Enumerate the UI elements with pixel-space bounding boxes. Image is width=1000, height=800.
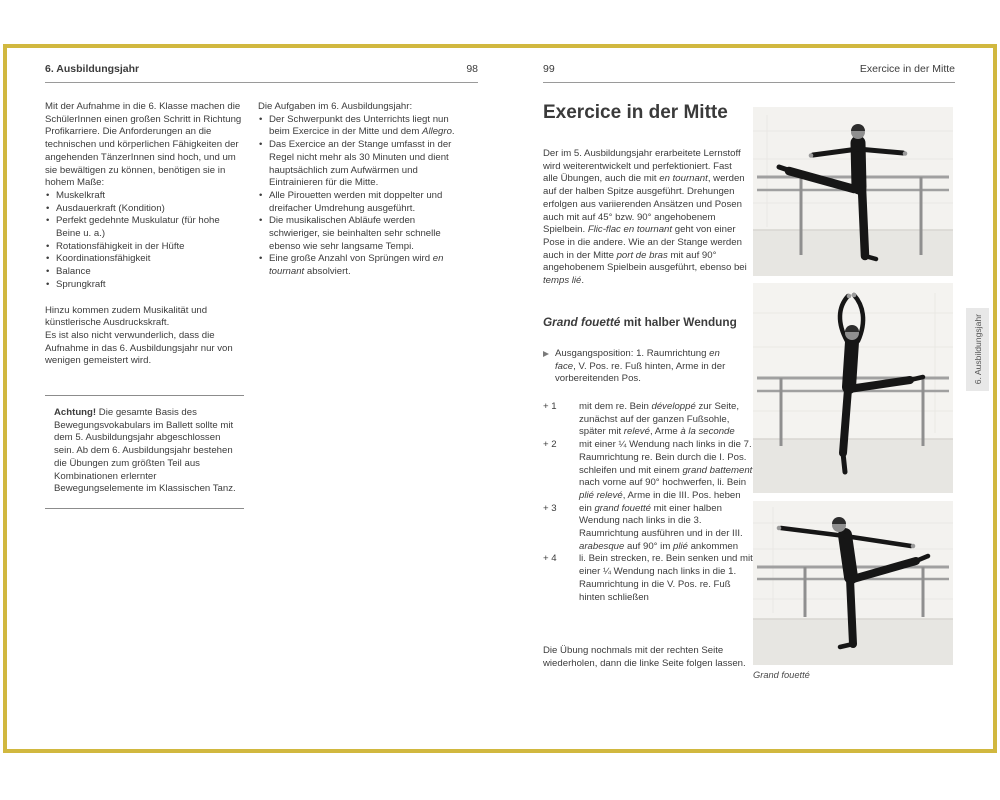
list-item: • Balance xyxy=(45,266,244,279)
photo-grand-fouette-1 xyxy=(753,107,953,276)
page98-column-1 xyxy=(45,101,244,509)
tasks-lead: Die Aufgaben im 6. Ausbildungsjahr: xyxy=(258,101,413,112)
section-running-title: Exercice in der Mitte xyxy=(859,63,955,75)
list-item: • Rotationsfähigkeit in der Hüfte xyxy=(45,241,244,254)
running-head-left xyxy=(45,63,478,83)
chapter-title: 6. Ausbildungsjahr xyxy=(45,63,140,75)
list-item: • Sprungkraft xyxy=(45,279,244,292)
step-text: ein grand fouetté mit einer halben Wendung nach links in die 3. Raumrichtung ausführen und in der III. arabesque auf 90° im plié ankommen xyxy=(579,502,743,552)
list-item: • Das Exercice an der Stange umfasst in der Regel nicht mehr als 30 Minuten und dient hauptsächlich zum Aufwärmen und Eintrainieren für die Mitte. xyxy=(258,139,464,190)
page-number-98: 98 xyxy=(466,63,478,75)
paragraph-musikalitaet: Hinzu kommen zudem Musikalität und künstlerische Ausdruckskraft. xyxy=(45,304,208,329)
step-number: + 1 xyxy=(543,401,557,412)
exercice-intro: Der im 5. Ausbildungsjahr erarbeitete Lernstoff wird weiterentwickelt und perfektioniert. Fast alle Übungen, auch die mit en tournant, werden auf der halben Spitze ausgeführt. Drehungen erfolgen aus variierenden Ansätzen und Posen auch mit auf 45° bzw. 90° angehobenem Spielbein. Flic-flac en tournant geht von einer Pose in die andere. Wie an der Stange werden auch in der Mitte port de bras mit auf 90° angehobenem Spielbein ausgeführt, ebenso bei temps lié. xyxy=(543,148,747,287)
step-number: + 3 xyxy=(543,502,557,514)
running-head-right xyxy=(543,63,955,83)
list-item: • Ausdauerkraft (Kondition) xyxy=(45,203,244,216)
list-item: • Muskelkraft xyxy=(45,190,244,203)
list-item: • Alle Pirouetten werden mit doppelter und dreifacher Umdrehung ausgeführt. xyxy=(258,190,464,215)
tasks-list xyxy=(258,114,464,279)
step-number: + 4 xyxy=(543,553,557,565)
attention-label: Achtung! xyxy=(54,407,97,419)
chapter-tab xyxy=(966,308,989,391)
photo-grand-fouette-3 xyxy=(753,501,953,665)
step-row xyxy=(543,503,755,554)
chapter-tab-label: 6. Ausbildungsjahr xyxy=(972,314,983,385)
arrow-bullet-icon xyxy=(543,351,549,357)
step-text: mit einer ¼ Wendung nach links in die 7. Raumrichtung re. Bein durch die I. Pos. schleifen und mit einem grand battement nach vorne auf 90° hochwerfen, li. Bein plié relevé, Arme in die III. Pos. heben xyxy=(579,439,753,501)
step-row xyxy=(543,439,755,503)
step-row xyxy=(543,553,755,604)
attention-box xyxy=(45,395,244,509)
list-item: • Die musikalischen Abläufe werden schwieriger, sie beinhalten sehr schnelle ebenso wie sehr langsame Tempi. xyxy=(258,215,464,253)
start-position-text: Ausgangsposition: 1. Raumrichtung en face, V. Pos. re. Fuß hinten, Arme in der vorbereitenden Pos. xyxy=(555,348,726,385)
photo-grand-fouette-2 xyxy=(753,283,953,493)
page-number-99: 99 xyxy=(543,63,555,75)
list-item: • Der Schwerpunkt des Unterrichts liegt nun beim Exercice in der Mitte und dem Allegro. xyxy=(258,114,464,139)
list-item: • Koordinationsfähigkeit xyxy=(45,253,244,266)
dancer-arabesque-illustration xyxy=(753,501,953,665)
step-row xyxy=(543,401,755,439)
step-number: + 2 xyxy=(543,439,557,451)
steps-list xyxy=(543,401,755,604)
step-text: mit dem re. Bein développé zur Seite, zunächst auf der ganzen Fußsohle, später mit relevé, Arme à la seconde xyxy=(579,401,739,438)
dancer-releve-illustration xyxy=(753,283,953,493)
start-position xyxy=(543,348,753,386)
photo-caption: Grand fouetté xyxy=(753,670,810,680)
attention-text: Die gesamte Basis des Bewegungsvokabulars im Ballett sollte mit dem 5. Ausbildungsjahr abgeschlossen sein. Ab dem 6. Ausbildungsjahr bestehen die Übungen zum größten Teil aus Kombinationen erlernter Bewegungselemente im Klassischen Tanz. xyxy=(54,407,236,495)
dancer-a-la-seconde-illustration xyxy=(753,107,953,276)
list-item: • Perfekt gedehnte Muskulatur (für hohe Beine u. a.) xyxy=(45,215,244,240)
closing-paragraph: Die Übung nochmals mit der rechten Seite wiederholen, dann die linke Seite folgen lassen. xyxy=(543,645,746,669)
section-heading: Grand fouetté mit halber Wendung xyxy=(543,315,737,329)
paragraph-aufnahme: Es ist also nicht verwunderlich, dass die Aufnahme in das 6. Ausbildungsjahr nur von wenigen gemeistert wird. xyxy=(45,329,233,367)
requirements-list xyxy=(45,190,244,292)
page-title: Exercice in der Mitte xyxy=(543,102,728,123)
step-text: li. Bein strecken, re. Bein senken und mit einer ¼ Wendung nach links in die 1. Raumrichtung in die V. Pos. re. Fuß hinten schließen xyxy=(579,553,753,603)
page98-column-2 xyxy=(258,101,464,279)
intro-paragraph: Mit der Aufnahme in die 6. Klasse machen die SchülerInnen einen großen Schritt in Richtung Profikarriere. Die Anforderungen an die technischen und körperlichen Fähigkeiten der angehenden TänzerInnen sind hoch, und um sie bewältigen zu können, benötigen sie in hohem Maße: xyxy=(45,101,242,189)
list-item: • Eine große Anzahl von Sprüngen wird en tournant absolviert. xyxy=(258,253,464,278)
